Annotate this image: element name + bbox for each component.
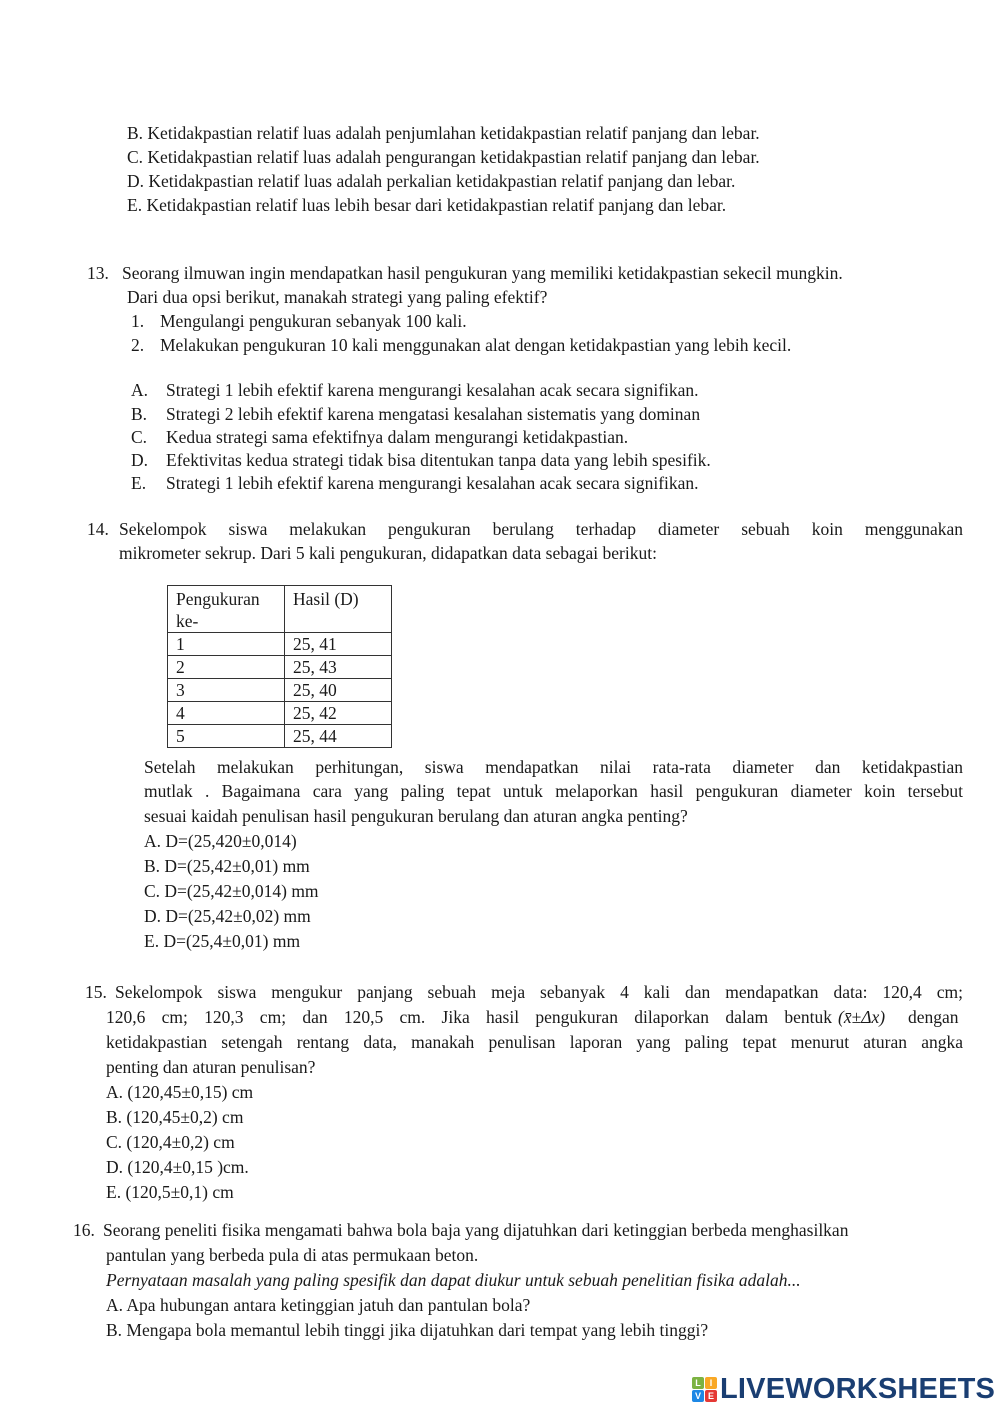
q16-option-b[interactable]: B. Mengapa bola memantul lebih tinggi jika dijatuhkan dari tempat yang lebih tinggi? — [106, 1320, 709, 1340]
q13-stem-line2: Dari dua opsi berikut, manakah strategi yang paling efektif? — [127, 287, 548, 307]
q12-option-e: E. Ketidakpastian relatif luas lebih besar dari ketidakpastian relatif panjang dan lebar. — [127, 195, 727, 215]
q13-number: 13. — [87, 263, 109, 283]
q14-option-e[interactable]: E. D=(25,4±0,01) mm — [144, 931, 301, 951]
live-blocks-icon — [692, 1377, 717, 1402]
q13-strategy-2: Melakukan pengukuran 10 kali menggunakan alat dengan ketidakpastian yang lebih kecil. — [160, 335, 792, 355]
table-cell-index: 5 — [168, 725, 285, 748]
table-cell-index: 4 — [168, 702, 285, 725]
q13-option-d[interactable]: Efektivitas kedua strategi tidak bisa ditentukan tanpa data yang lebih spesifik. — [166, 450, 711, 470]
table-row — [168, 656, 392, 679]
liveworksheets-logo — [692, 1373, 995, 1405]
q15-stem-line1: Sekelompok siswa mengukur panjang sebuah meja sebanyak 4 kali dan mendapatkan data: 120,4 cm; — [115, 982, 963, 1002]
q13-option-a[interactable]: Strategi 1 lebih efektif karena mengurangi kesalahan acak secara signifikan. — [166, 380, 699, 400]
table-row — [168, 633, 392, 656]
q14-after-line2: mutlak . Bagaimana cara yang paling tepat untuk melaporkan hasil pengukuran diameter koin tersebut — [144, 781, 963, 801]
q16-number: 16. — [73, 1220, 95, 1240]
q15-option-c[interactable]: C. (120,4±0,2) cm — [106, 1132, 235, 1152]
q13-strategy-1: Mengulangi pengukuran sebanyak 100 kali. — [160, 311, 467, 331]
q16-prompt: Pernyataan masalah yang paling spesifik dan dapat diukur untuk sebuah penelitian fisika adalah... — [106, 1270, 801, 1290]
q15-stem-line3: ketidakpastian setengah rentang data, manakah penulisan laporan yang paling tepat menurut aturan angka — [106, 1032, 963, 1052]
q16-stem-line1: Seorang peneliti fisika mengamati bahwa bola baja yang dijatuhkan dari ketinggian berbeda menghasilkan — [103, 1220, 849, 1240]
q13-option-c[interactable]: Kedua strategi sama efektifnya dalam mengurangi ketidakpastian. — [166, 427, 629, 447]
q16-stem-line2: pantulan yang berbeda pula di atas permukaan beton. — [106, 1245, 479, 1265]
q13-option-a-letter: A. — [131, 380, 149, 400]
q15-stem-line2b: dengan — [908, 1007, 959, 1027]
q15-option-e[interactable]: E. (120,5±0,1) cm — [106, 1182, 234, 1202]
q15-stem-line4: penting dan aturan penulisan? — [106, 1057, 316, 1077]
q14-stem-line1: Sekelompok siswa melakukan pengukuran berulang terhadap diameter sebuah koin menggunakan — [119, 519, 963, 539]
logo-cell-v: V — [692, 1390, 704, 1402]
q12-option-c: C. Ketidakpastian relatif luas adalah pengurangan ketidakpastian relatif panjang dan lebar. — [127, 147, 760, 167]
q13-option-e-letter: E. — [131, 473, 147, 493]
table-cell-value: 25, 44 — [285, 725, 392, 748]
measurement-table — [167, 585, 392, 748]
q13-stem-line1: Seorang ilmuwan ingin mendapatkan hasil pengukuran yang memiliki ketidakpastian sekecil mungkin. — [122, 263, 843, 283]
logo-cell-i: I — [705, 1377, 717, 1389]
table-cell-value: 25, 43 — [285, 656, 392, 679]
table-cell-value: 25, 40 — [285, 679, 392, 702]
q15-stem-line2a: 120,6 cm; 120,3 cm; dan 120,5 cm. Jika hasil pengukuran dilaporkan dalam bentuk — [106, 1007, 832, 1027]
q15-option-b[interactable]: B. (120,45±0,2) cm — [106, 1107, 244, 1127]
q13-option-c-letter: C. — [131, 427, 148, 447]
q14-option-a[interactable]: A. D=(25,420±0,014) — [144, 831, 297, 851]
logo-cell-l: L — [692, 1377, 704, 1389]
q15-option-a[interactable]: A. (120,45±0,15) cm — [106, 1082, 254, 1102]
q13-option-e[interactable]: Strategi 1 lebih efektif karena mengurangi kesalahan acak secara signifikan. — [166, 473, 699, 493]
table-header-measurement: Pengukuran ke- — [168, 586, 285, 633]
q14-number: 14. — [87, 519, 109, 539]
q13-option-d-letter: D. — [131, 450, 149, 470]
q13-option-b-letter: B. — [131, 404, 148, 424]
table-cell-index: 1 — [168, 633, 285, 656]
table-row — [168, 702, 392, 725]
brand-text: LIVEWORKSHEETS — [720, 1373, 996, 1405]
logo-cell-e: E — [705, 1390, 717, 1402]
table-row — [168, 679, 392, 702]
q13-strategy-1-num: 1. — [131, 311, 145, 331]
q14-option-c[interactable]: C. D=(25,42±0,014) mm — [144, 881, 319, 901]
q14-after-line1: Setelah melakukan perhitungan, siswa mendapatkan nilai rata-rata diameter dan ketidakpastian — [144, 757, 963, 777]
table-row — [168, 725, 392, 748]
q14-stem-line2: mikrometer sekrup. Dari 5 kali pengukuran, didapatkan data sebagai berikut: — [119, 543, 657, 563]
q12-option-b: B. Ketidakpastian relatif luas adalah penjumlahan ketidakpastian relatif panjang dan lebar. — [127, 123, 760, 143]
q14-option-d[interactable]: D. D=(25,42±0,02) mm — [144, 906, 311, 926]
table-cell-index: 3 — [168, 679, 285, 702]
table-cell-value: 25, 41 — [285, 633, 392, 656]
table-cell-value: 25, 42 — [285, 702, 392, 725]
table-header-row — [168, 586, 392, 633]
q14-after-line3: sesuai kaidah penulisan hasil pengukuran berulang dan aturan angka penting? — [144, 806, 688, 826]
q15-option-d[interactable]: D. (120,4±0,15 )cm. — [106, 1157, 249, 1177]
q15-number: 15. — [85, 982, 107, 1002]
q12-option-d: D. Ketidakpastian relatif luas adalah perkalian ketidakpastian relatif panjang dan lebar. — [127, 171, 736, 191]
q16-option-a[interactable]: A. Apa hubungan antara ketinggian jatuh dan pantulan bola? — [106, 1295, 531, 1315]
table-header-result: Hasil (D) — [285, 586, 392, 633]
q15-formula: (x̄±Δx) — [838, 1007, 886, 1027]
q14-option-b[interactable]: B. D=(25,42±0,01) mm — [144, 856, 310, 876]
q13-option-b[interactable]: Strategi 2 lebih efektif karena mengatasi kesalahan sistematis yang dominan — [166, 404, 701, 424]
q13-strategy-2-num: 2. — [131, 335, 145, 355]
table-cell-index: 2 — [168, 656, 285, 679]
